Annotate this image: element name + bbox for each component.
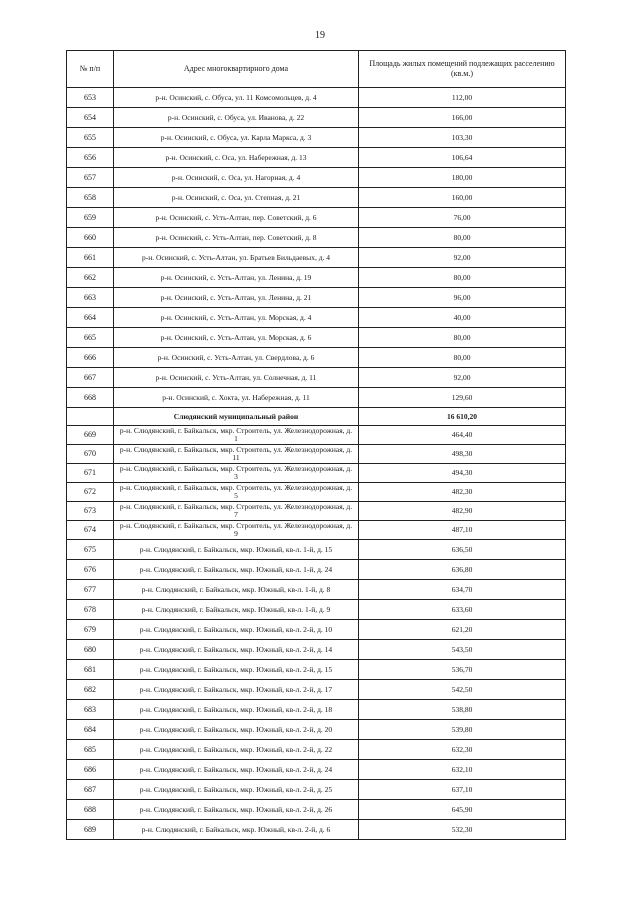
- row-number: 674: [67, 521, 114, 540]
- row-area: 632,10: [359, 760, 566, 780]
- row-number: 667: [67, 368, 114, 388]
- row-number: 672: [67, 483, 114, 502]
- row-number: 675: [67, 540, 114, 560]
- table-row: [67, 700, 566, 720]
- table-row: [67, 288, 566, 308]
- section-row: [67, 408, 566, 426]
- row-number: 682: [67, 680, 114, 700]
- row-area: 92,00: [359, 248, 566, 268]
- row-number: 665: [67, 328, 114, 348]
- table-row: [67, 600, 566, 620]
- table-row: [67, 368, 566, 388]
- row-address: р-н. Слюдянский, г. Байкальск, мкр. Южный, кв-л. 2-й, д. 10: [114, 620, 359, 640]
- row-area: 637,10: [359, 780, 566, 800]
- row-address: р-н. Осинский, с. Обуса, ул. Карла Маркса, д. 3: [114, 128, 359, 148]
- row-address: р-н. Слюдянский, г. Байкальск, мкр. Южный, кв-л. 2-й, д. 14: [114, 640, 359, 660]
- row-address: р-н. Осинский, с. Оса, ул. Набережная, д. 13: [114, 148, 359, 168]
- row-address: р-н. Слюдянский, г. Байкальск, мкр. Южный, кв-л. 2-й, д. 20: [114, 720, 359, 740]
- row-address: р-н. Слюдянский, г. Байкальск, мкр. Строитель, ул. Железнодорожная, д. 11: [114, 445, 359, 464]
- row-address: р-н. Слюдянский, г. Байкальск, мкр. Южный, кв-л. 1-й, д. 15: [114, 540, 359, 560]
- row-area: 103,30: [359, 128, 566, 148]
- row-address: р-н. Осинский, с. Обуса, ул. Иванова, д. 22: [114, 108, 359, 128]
- table-row: [67, 426, 566, 445]
- row-number: 663: [67, 288, 114, 308]
- row-address: р-н. Слюдянский, г. Байкальск, мкр. Строитель, ул. Железнодорожная, д. 7: [114, 502, 359, 521]
- table-row: [67, 208, 566, 228]
- row-address: р-н. Слюдянский, г. Байкальск, мкр. Южный, кв-л. 2-й, д. 22: [114, 740, 359, 760]
- row-number: 660: [67, 228, 114, 248]
- row-number: 678: [67, 600, 114, 620]
- row-address: р-н. Слюдянский, г. Байкальск, мкр. Южный, кв-л. 2-й, д. 26: [114, 800, 359, 820]
- table-row: [67, 521, 566, 540]
- table-row: [67, 820, 566, 840]
- page-number: 19: [315, 30, 325, 41]
- table-row: [67, 248, 566, 268]
- row-area: 634,70: [359, 580, 566, 600]
- table-row: [67, 88, 566, 108]
- row-number: 664: [67, 308, 114, 328]
- row-number: 679: [67, 620, 114, 640]
- row-area: 539,80: [359, 720, 566, 740]
- row-address: р-н. Осинский, с. Обуса, ул. 11 Комсомольцев, д. 4: [114, 88, 359, 108]
- row-area: 645,90: [359, 800, 566, 820]
- row-area: 166,00: [359, 108, 566, 128]
- row-address: р-н. Слюдянский, г. Байкальск, мкр. Южный, кв-л. 2-й, д. 25: [114, 780, 359, 800]
- section-title: Слюдянский муниципальный район: [114, 408, 359, 426]
- row-area: 112,00: [359, 88, 566, 108]
- row-area: 543,50: [359, 640, 566, 660]
- header-area: Площадь жилых помещений подлежащих расселению (кв.м.): [359, 51, 566, 88]
- table-row: [67, 148, 566, 168]
- row-address: р-н. Осинский, с. Хокта, ул. Набережная, д. 11: [114, 388, 359, 408]
- table-row: [67, 445, 566, 464]
- row-number: 688: [67, 800, 114, 820]
- row-address: р-н. Слюдянский, г. Байкальск, мкр. Южный, кв-л. 2-й, д. 17: [114, 680, 359, 700]
- row-number: 670: [67, 445, 114, 464]
- row-area: 536,70: [359, 660, 566, 680]
- table-row: [67, 660, 566, 680]
- row-address: р-н. Слюдянский, г. Байкальск, мкр. Южный, кв-л. 2-й, д. 24: [114, 760, 359, 780]
- header-number: № п/п: [67, 51, 114, 88]
- row-address: р-н. Осинский, с. Усть-Алтан, ул. Ленина, д. 21: [114, 288, 359, 308]
- row-number: 673: [67, 502, 114, 521]
- table-row: [67, 348, 566, 368]
- row-area: 40,00: [359, 308, 566, 328]
- table-row: [67, 328, 566, 348]
- table-row: [67, 740, 566, 760]
- row-number: 655: [67, 128, 114, 148]
- table-row: [67, 128, 566, 148]
- row-area: 632,30: [359, 740, 566, 760]
- row-number: 669: [67, 426, 114, 445]
- table-row: [67, 108, 566, 128]
- row-number: 654: [67, 108, 114, 128]
- row-address: р-н. Осинский, с. Усть-Алтан, ул. Братьев Бильдаевых, д. 4: [114, 248, 359, 268]
- table-row: [67, 464, 566, 483]
- row-area: 532,30: [359, 820, 566, 840]
- table-row: [67, 680, 566, 700]
- row-address: р-н. Слюдянский, г. Байкальск, мкр. Южный, кв-л. 1-й, д. 24: [114, 560, 359, 580]
- row-address: р-н. Слюдянский, г. Байкальск, мкр. Южный, кв-л. 2-й, д. 15: [114, 660, 359, 680]
- row-address: р-н. Осинский, с. Усть-Алтан, ул. Морская, д. 4: [114, 308, 359, 328]
- row-address: р-н. Слюдянский, г. Байкальск, мкр. Строитель, ул. Железнодорожная, д. 3: [114, 464, 359, 483]
- row-address: р-н. Слюдянский, г. Байкальск, мкр. Строитель, ул. Железнодорожная, д. 9: [114, 521, 359, 540]
- row-address: р-н. Слюдянский, г. Байкальск, мкр. Южный, кв-л. 2-й, д. 6: [114, 820, 359, 840]
- row-number: 666: [67, 348, 114, 368]
- row-number: 653: [67, 88, 114, 108]
- row-address: р-н. Осинский, с. Усть-Алтан, ул. Ленина, д. 19: [114, 268, 359, 288]
- table-row: [67, 540, 566, 560]
- row-address: р-н. Осинский, с. Усть-Алтан, пер. Советский, д. 6: [114, 208, 359, 228]
- section-empty-cell: [67, 408, 114, 426]
- row-number: 657: [67, 168, 114, 188]
- row-address: р-н. Осинский, с. Усть-Алтан, пер. Советский, д. 8: [114, 228, 359, 248]
- row-area: 538,80: [359, 700, 566, 720]
- row-number: 671: [67, 464, 114, 483]
- row-number: 676: [67, 560, 114, 580]
- table-row: [67, 268, 566, 288]
- row-number: 662: [67, 268, 114, 288]
- row-number: 677: [67, 580, 114, 600]
- row-area: 633,60: [359, 600, 566, 620]
- row-number: 689: [67, 820, 114, 840]
- row-address: р-н. Слюдянский, г. Байкальск, мкр. Строитель, ул. Железнодорожная, д. 5: [114, 483, 359, 502]
- row-number: 668: [67, 388, 114, 408]
- table-row: [67, 720, 566, 740]
- row-number: 656: [67, 148, 114, 168]
- row-address: р-н. Осинский, с. Усть-Алтан, ул. Солнечная, д. 11: [114, 368, 359, 388]
- table-row: [67, 800, 566, 820]
- row-address: р-н. Осинский, с. Усть-Алтан, ул. Морская, д. 6: [114, 328, 359, 348]
- row-number: 685: [67, 740, 114, 760]
- table-row: [67, 502, 566, 521]
- row-number: 659: [67, 208, 114, 228]
- row-area: 464,40: [359, 426, 566, 445]
- header-address: Адрес многоквартирного дома: [114, 51, 359, 88]
- row-area: 487,10: [359, 521, 566, 540]
- table-row: [67, 560, 566, 580]
- row-area: 80,00: [359, 268, 566, 288]
- row-address: р-н. Слюдянский, г. Байкальск, мкр. Южный, кв-л. 1-й, д. 8: [114, 580, 359, 600]
- row-area: 636,50: [359, 540, 566, 560]
- row-address: р-н. Слюдянский, г. Байкальск, мкр. Южный, кв-л. 2-й, д. 18: [114, 700, 359, 720]
- table-row: [67, 483, 566, 502]
- row-area: 180,00: [359, 168, 566, 188]
- row-number: 661: [67, 248, 114, 268]
- row-number: 684: [67, 720, 114, 740]
- row-number: 683: [67, 700, 114, 720]
- row-number: 680: [67, 640, 114, 660]
- row-area: 482,90: [359, 502, 566, 521]
- table-row: [67, 780, 566, 800]
- section-total: 16 610,20: [359, 408, 566, 426]
- row-number: 658: [67, 188, 114, 208]
- row-number: 681: [67, 660, 114, 680]
- table-row: [67, 760, 566, 780]
- row-area: 482,30: [359, 483, 566, 502]
- table-row: [67, 580, 566, 600]
- row-address: р-н. Слюдянский, г. Байкальск, мкр. Строитель, ул. Железнодорожная, д. 1: [114, 426, 359, 445]
- table-row: [67, 388, 566, 408]
- row-number: 686: [67, 760, 114, 780]
- row-area: 494,30: [359, 464, 566, 483]
- row-area: 80,00: [359, 228, 566, 248]
- table-row: [67, 308, 566, 328]
- table-row: [67, 640, 566, 660]
- row-number: 687: [67, 780, 114, 800]
- row-address: р-н. Осинский, с. Усть-Алтан, ул. Свердлова, д. 6: [114, 348, 359, 368]
- table-header-row: [67, 51, 566, 88]
- row-area: 542,50: [359, 680, 566, 700]
- row-area: 80,00: [359, 348, 566, 368]
- row-address: р-н. Осинский, с. Оса, ул. Степная, д. 21: [114, 188, 359, 208]
- row-area: 80,00: [359, 328, 566, 348]
- table-row: [67, 168, 566, 188]
- housing-registry-table: [66, 50, 566, 840]
- row-area: 106,64: [359, 148, 566, 168]
- row-address: р-н. Слюдянский, г. Байкальск, мкр. Южный, кв-л. 1-й, д. 9: [114, 600, 359, 620]
- table-row: [67, 620, 566, 640]
- row-area: 129,60: [359, 388, 566, 408]
- row-area: 498,30: [359, 445, 566, 464]
- row-area: 92,00: [359, 368, 566, 388]
- row-address: р-н. Осинский, с. Оса, ул. Нагорная, д. 4: [114, 168, 359, 188]
- row-area: 636,80: [359, 560, 566, 580]
- row-area: 96,00: [359, 288, 566, 308]
- row-area: 621,20: [359, 620, 566, 640]
- row-area: 76,00: [359, 208, 566, 228]
- table-row: [67, 188, 566, 208]
- table-row: [67, 228, 566, 248]
- row-area: 160,00: [359, 188, 566, 208]
